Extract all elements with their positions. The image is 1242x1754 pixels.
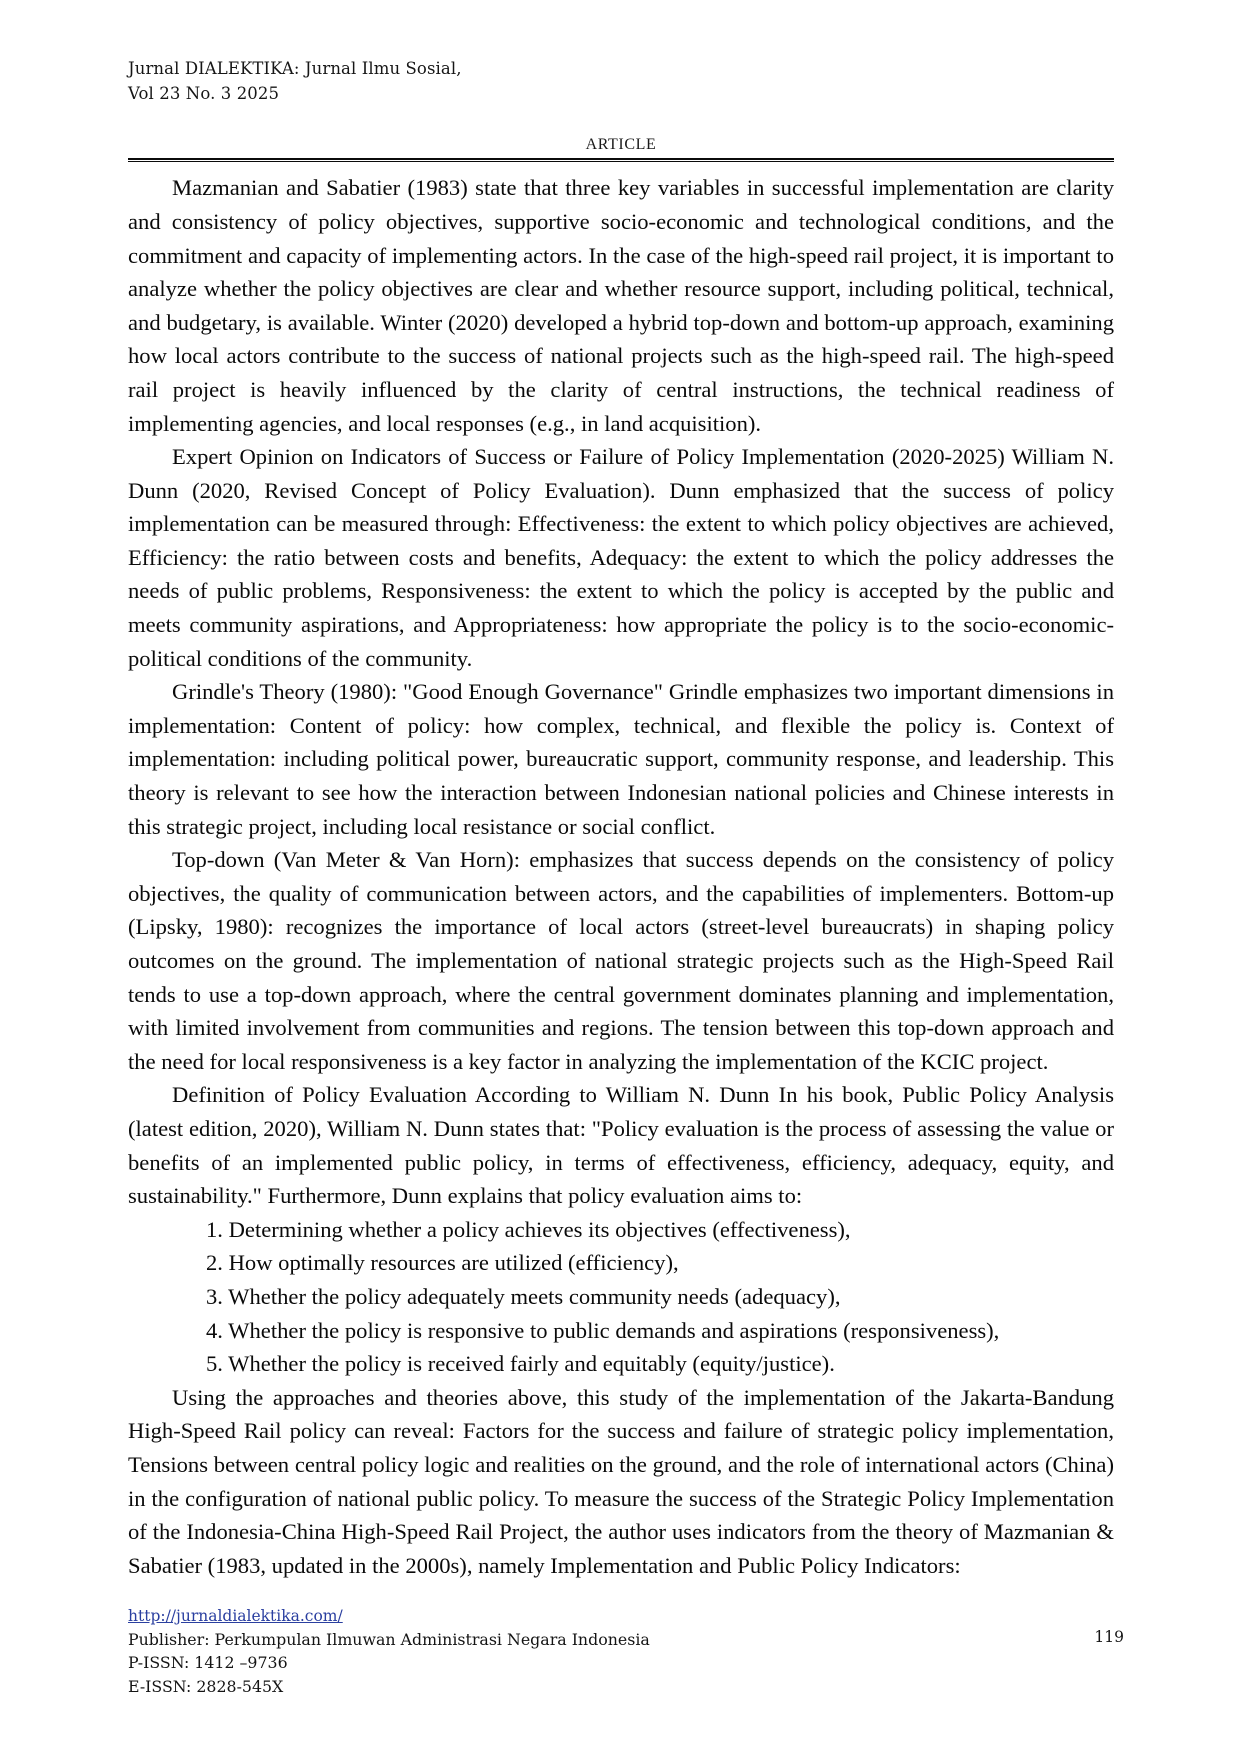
running-head-journal-title: Jurnal DIALEKTIKA: Jurnal Ilmu Sosial, [128,59,462,78]
page-footer [128,1605,1124,1698]
list-item: 1. Determining whether a policy achieves its objectives (effectiveness), [206,1216,851,1242]
article-section-band [128,136,1114,162]
paragraph-policy-evaluation-definition: Definition of Policy Evaluation According to William N. Dunn In his book, Public Policy Analysis (latest edition, 2020), William N. Dunn states that: "Policy evaluation is the process of assessing the value or benefits of an implemented public policy, in terms of effectiveness, efficiency, adequacy, equity, and sustainability." Furthermore, Dunn explains that policy evaluation aims to: [128,1082,1114,1209]
journal-url-link[interactable]: http://jurnaldialektika.com/ [128,1607,343,1626]
paragraph-closing-indicators: Using the approaches and theories above, this study of the implementation of the Jakarta-Bandung High-Speed Rail policy can reveal: Factors for the success and failure of strategic policy implementation, Tensions between central policy logic and realities on the ground, and the role of international actors (China) in the configuration of national public policy. To measure the success of the Strategic Policy Implementation of the Indonesia-China High-Speed Rail Project, the author uses indicators from the theory of Mazmanian & Sabatier (1983, updated in the 2000s), namely Implementation and Public Policy Indicators: [128,1384,1114,1578]
section-label: ARTICLE [585,136,657,154]
paragraph-topdown-bottomup: Top-down (Van Meter & Van Horn): emphasizes that success depends on the consistency of policy objectives, the quality of communication between actors, and the capabilities of implementers. Bottom-up (Lipsky, 1980): recognizes the importance of local actors (street-level bureaucrats) in shaping policy outcomes on the ground. The implementation of national strategic projects such as the High-Speed Rail tends to use a top-down approach, where the central government dominates planning and implementation, with limited involvement from communities and regions. The tension between this top-down approach and the need for local responsiveness is a key factor in analyzing the implementation of the KCIC project. [128,847,1114,1074]
e-issn-line: E-ISSN: 2828-545X [128,1676,284,1696]
running-head-volume-issue: Vol 23 No. 3 2025 [128,84,280,104]
article-body [128,171,1114,1582]
list-item: 5. Whether the policy is received fairly and equitably (equity/justice). [206,1351,835,1377]
page-number: 119 [1094,1627,1124,1646]
paragraph-mazmanian-sabatier: Mazmanian and Sabatier (1983) state that three key variables in successful implementation are clarity and consistency of policy objectives, supportive socio-economic and technological conditions, and the commitment and capacity of implementing actors. In the case of the high-speed rail project, it is important to analyze whether the policy objectives are clear and whether resource support, including political, technical, and budgetary, is available. Winter (2020) developed a hybrid top-down and bottom-up approach, examining how local actors contribute to the success of national projects such as the high-speed rail. The high-speed rail project is heavily influenced by the clarity of central instructions, the technical readiness of implementing agencies, and local responses (e.g., in land acquisition). [128,175,1114,436]
list-item: 2. How optimally resources are utilized (efficiency), [206,1250,679,1276]
p-issn-line: P-ISSN: 1412 –9736 [128,1653,288,1673]
header-divider [128,158,1114,163]
publisher-line: Publisher: Perkumpulan Ilmuwan Administrasi Negara Indonesia [128,1629,650,1649]
list-item: 3. Whether the policy adequately meets community needs (adequacy), [206,1283,841,1309]
paragraph-grindle-theory: Grindle's Theory (1980): "Good Enough Governance" Grindle emphasizes two important dimensions in implementation: Content of policy: how complex, technical, and flexible the policy is. Context of implementation: including political power, bureaucratic support, community response, and leadership. This theory is relevant to see how the interaction between Indonesian national policies and Chinese interests in this strategic project, including local resistance or social conflict. [128,679,1114,839]
running-head [128,56,1114,106]
list-item: 4. Whether the policy is responsive to public demands and aspirations (responsiveness), [206,1317,1000,1343]
footer-imprint [128,1628,1124,1698]
paragraph-expert-opinion-dunn: Expert Opinion on Indicators of Success or Failure of Policy Implementation (2020-2025) William N. Dunn (2020, Revised Concept of Policy Evaluation). Dunn emphasized that the success of policy implementation can be measured through: Effectiveness: the extent to which policy objectives are achieved, Efficiency: the ratio between costs and benefits, Adequacy: the extent to which the policy addresses the needs of public problems, Responsiveness: the extent to which the policy is accepted by the public and meets community aspirations, and Appropriateness: how appropriate the policy is to the socio-economic-political conditions of the community. [128,444,1114,671]
policy-evaluation-aims-list [128,1213,1114,1381]
